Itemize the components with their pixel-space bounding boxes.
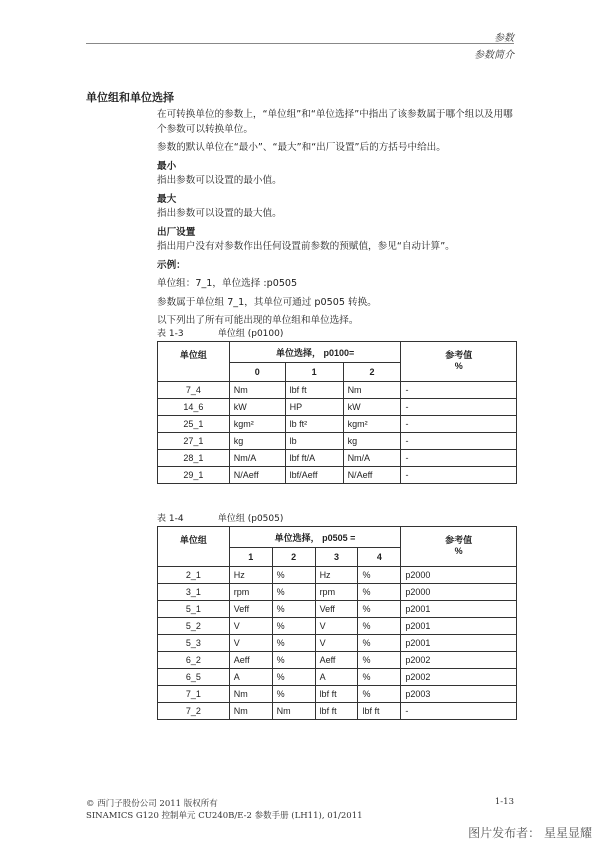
table1-header-selection: 单位选择， p0100= xyxy=(229,342,401,363)
table-cell: rpm xyxy=(229,584,272,601)
table-cell: % xyxy=(358,686,401,703)
table2-header-reference xyxy=(401,527,517,567)
table-cell: V xyxy=(229,635,272,652)
table-cell: % xyxy=(272,686,315,703)
table-row xyxy=(158,399,517,416)
unit-group-cell: 5_2 xyxy=(158,618,230,635)
table-cell: % xyxy=(358,652,401,669)
table-row xyxy=(158,433,517,450)
table-cell: Hz xyxy=(229,567,272,584)
factory-text: 指出用户没有对参数作出任何设置前参数的预赋值，参见“自动计算”。 xyxy=(157,241,455,252)
unit-group-cell: 3_1 xyxy=(158,584,230,601)
table-row xyxy=(158,601,517,618)
header-rule xyxy=(86,43,514,44)
table-cell: lbf/Aeff xyxy=(285,467,343,484)
table-cell: p2001 xyxy=(401,618,517,635)
table2-caption-number: 表 1-4 xyxy=(157,514,184,524)
table-cell: N/Aeff xyxy=(229,467,285,484)
table2-caption xyxy=(157,511,283,524)
unit-group-cell: 7_4 xyxy=(158,382,230,399)
table-cell: V xyxy=(229,618,272,635)
unit-group-cell: 5_1 xyxy=(158,601,230,618)
table-cell: - xyxy=(401,399,517,416)
unit-group-table-p0505 xyxy=(157,526,517,720)
header-chapter: 参数 xyxy=(494,33,514,44)
table-cell: lbf ft xyxy=(358,703,401,720)
table-cell: kW xyxy=(343,399,401,416)
table2-caption-text: 单位组 (p0505) xyxy=(217,514,284,524)
table-cell: Hz xyxy=(315,567,358,584)
table-cell: HP xyxy=(285,399,343,416)
table-cell: N/Aeff xyxy=(343,467,401,484)
unit-group-table-p0100 xyxy=(157,341,517,484)
example-line-2: 参数属于单位组 7_1，其单位可通过 p0505 转换。 xyxy=(157,296,377,308)
watermark: 图片发布者： 星星显耀 xyxy=(468,826,592,840)
intro-paragraph: 在可转换单位的参数上，“单位组”和“单位选择”中指出了该参数属于哪个组以及用哪个参数可以转换单位。 xyxy=(157,109,513,135)
table-cell: lb xyxy=(285,433,343,450)
table-cell: kg xyxy=(229,433,285,450)
default-unit-paragraph: 参数的默认单位在“最小”、“最大”和“出厂设置”后的方括号中给出。 xyxy=(157,142,446,153)
table-cell: p2000 xyxy=(401,567,517,584)
table-cell: - xyxy=(401,416,517,433)
table-cell: kg xyxy=(343,433,401,450)
table2-header-reference-unit: % xyxy=(454,546,463,556)
table-cell: - xyxy=(401,382,517,399)
table2-header-group: 单位组 xyxy=(158,527,230,567)
footer-manual-title: SINAMICS G120 控制单元 CU240B/E-2 参数手册 (LH11), 01/2011 xyxy=(86,811,363,821)
table-cell: p2000 xyxy=(401,584,517,601)
example-label: 示例： xyxy=(157,259,186,271)
unit-group-cell: 7_1 xyxy=(158,686,230,703)
table-cell: Nm xyxy=(229,382,285,399)
unit-group-cell: 25_1 xyxy=(158,416,230,433)
table-cell: Nm xyxy=(229,703,272,720)
max-label: 最大 xyxy=(157,193,177,205)
table-row xyxy=(158,467,517,484)
table-cell: Nm xyxy=(343,382,401,399)
table2-col-header: 1 xyxy=(229,548,272,567)
table-cell: p2001 xyxy=(401,635,517,652)
table1-col-header: 0 xyxy=(229,363,285,382)
table-cell: kgm² xyxy=(343,416,401,433)
table1-caption-text: 单位组 (p0100) xyxy=(217,329,284,339)
table-row xyxy=(158,703,517,720)
table-cell: lbf ft/A xyxy=(285,450,343,467)
table-cell: A xyxy=(315,669,358,686)
table2-header-reference-label: 参考值 xyxy=(445,535,473,545)
table-row xyxy=(158,382,517,399)
table-cell: kW xyxy=(229,399,285,416)
table-cell: % xyxy=(272,635,315,652)
unit-group-cell: 6_2 xyxy=(158,652,230,669)
table2-col-header: 2 xyxy=(272,548,315,567)
table-row xyxy=(158,618,517,635)
unit-group-cell: 27_1 xyxy=(158,433,230,450)
min-text: 指出参数可以设置的最小值。 xyxy=(157,175,282,186)
table2-col-header: 3 xyxy=(315,548,358,567)
table-row xyxy=(158,686,517,703)
max-text: 指出参数可以设置的最大值。 xyxy=(157,208,282,219)
table1-header-reference xyxy=(401,342,517,382)
table-cell: lbf ft xyxy=(285,382,343,399)
table-cell: Nm xyxy=(229,686,272,703)
unit-group-cell: 29_1 xyxy=(158,467,230,484)
table-cell: % xyxy=(358,635,401,652)
table-cell: % xyxy=(358,618,401,635)
table-row xyxy=(158,416,517,433)
footer-copyright: © 西门子股份公司 2011 版权所有 xyxy=(86,799,218,809)
table-cell: % xyxy=(272,601,315,618)
table1-col-header: 2 xyxy=(343,363,401,382)
page-number: 1-13 xyxy=(494,797,514,807)
table1-caption xyxy=(157,326,283,339)
table-row xyxy=(158,567,517,584)
table-cell: % xyxy=(358,567,401,584)
table-cell: Nm xyxy=(272,703,315,720)
unit-group-cell: 2_1 xyxy=(158,567,230,584)
table-cell: lbf ft xyxy=(315,703,358,720)
unit-group-cell: 5_3 xyxy=(158,635,230,652)
table-cell: - xyxy=(401,450,517,467)
table-row xyxy=(158,584,517,601)
table1-header-reference-unit: % xyxy=(454,361,463,371)
table-cell: lbf ft xyxy=(315,686,358,703)
table-cell: p2002 xyxy=(401,652,517,669)
table-cell: Aeff xyxy=(315,652,358,669)
table-cell: rpm xyxy=(315,584,358,601)
table2-col-header: 4 xyxy=(358,548,401,567)
table-cell: % xyxy=(272,652,315,669)
table1-col-header: 1 xyxy=(285,363,343,382)
section-title: 单位组和单位选择 xyxy=(86,91,174,104)
unit-group-cell: 28_1 xyxy=(158,450,230,467)
unit-group-cell: 6_5 xyxy=(158,669,230,686)
table-cell: kgm² xyxy=(229,416,285,433)
table-cell: Nm/A xyxy=(229,450,285,467)
example-line-3: 以下列出了所有可能出现的单位组和单位选择。 xyxy=(157,315,359,326)
unit-group-cell: 7_2 xyxy=(158,703,230,720)
table-cell: % xyxy=(358,669,401,686)
table-cell: - xyxy=(401,433,517,450)
table-cell: V xyxy=(315,618,358,635)
table1-caption-number: 表 1-3 xyxy=(157,329,184,339)
table-row xyxy=(158,652,517,669)
table-cell: - xyxy=(401,467,517,484)
table-cell: A xyxy=(229,669,272,686)
table2-header-selection: 单位选择， p0505 = xyxy=(229,527,401,548)
table1-header-reference-label: 参考值 xyxy=(445,350,473,360)
table-cell: p2001 xyxy=(401,601,517,618)
table-cell: p2003 xyxy=(401,686,517,703)
table-cell: p2002 xyxy=(401,669,517,686)
factory-label: 出厂设置 xyxy=(157,226,196,238)
table-row xyxy=(158,450,517,467)
table-cell: % xyxy=(272,584,315,601)
table-cell: % xyxy=(272,618,315,635)
min-label: 最小 xyxy=(157,160,177,172)
table-cell: Veff xyxy=(229,601,272,618)
header-subchapter: 参数简介 xyxy=(474,50,514,61)
table-cell: Aeff xyxy=(229,652,272,669)
body-text xyxy=(157,108,517,333)
table-cell: - xyxy=(401,703,517,720)
table-cell: % xyxy=(272,567,315,584)
table-cell: lb ft² xyxy=(285,416,343,433)
table-cell: Veff xyxy=(315,601,358,618)
table-cell: V xyxy=(315,635,358,652)
table-cell: % xyxy=(358,584,401,601)
unit-group-cell: 14_6 xyxy=(158,399,230,416)
example-line-1: 单位组：7_1，单位选择 :p0505 xyxy=(157,278,298,289)
table1-header-group: 单位组 xyxy=(158,342,230,382)
table-row xyxy=(158,669,517,686)
table-cell: % xyxy=(272,669,315,686)
table-cell: % xyxy=(358,601,401,618)
table-cell: Nm/A xyxy=(343,450,401,467)
table-row xyxy=(158,635,517,652)
